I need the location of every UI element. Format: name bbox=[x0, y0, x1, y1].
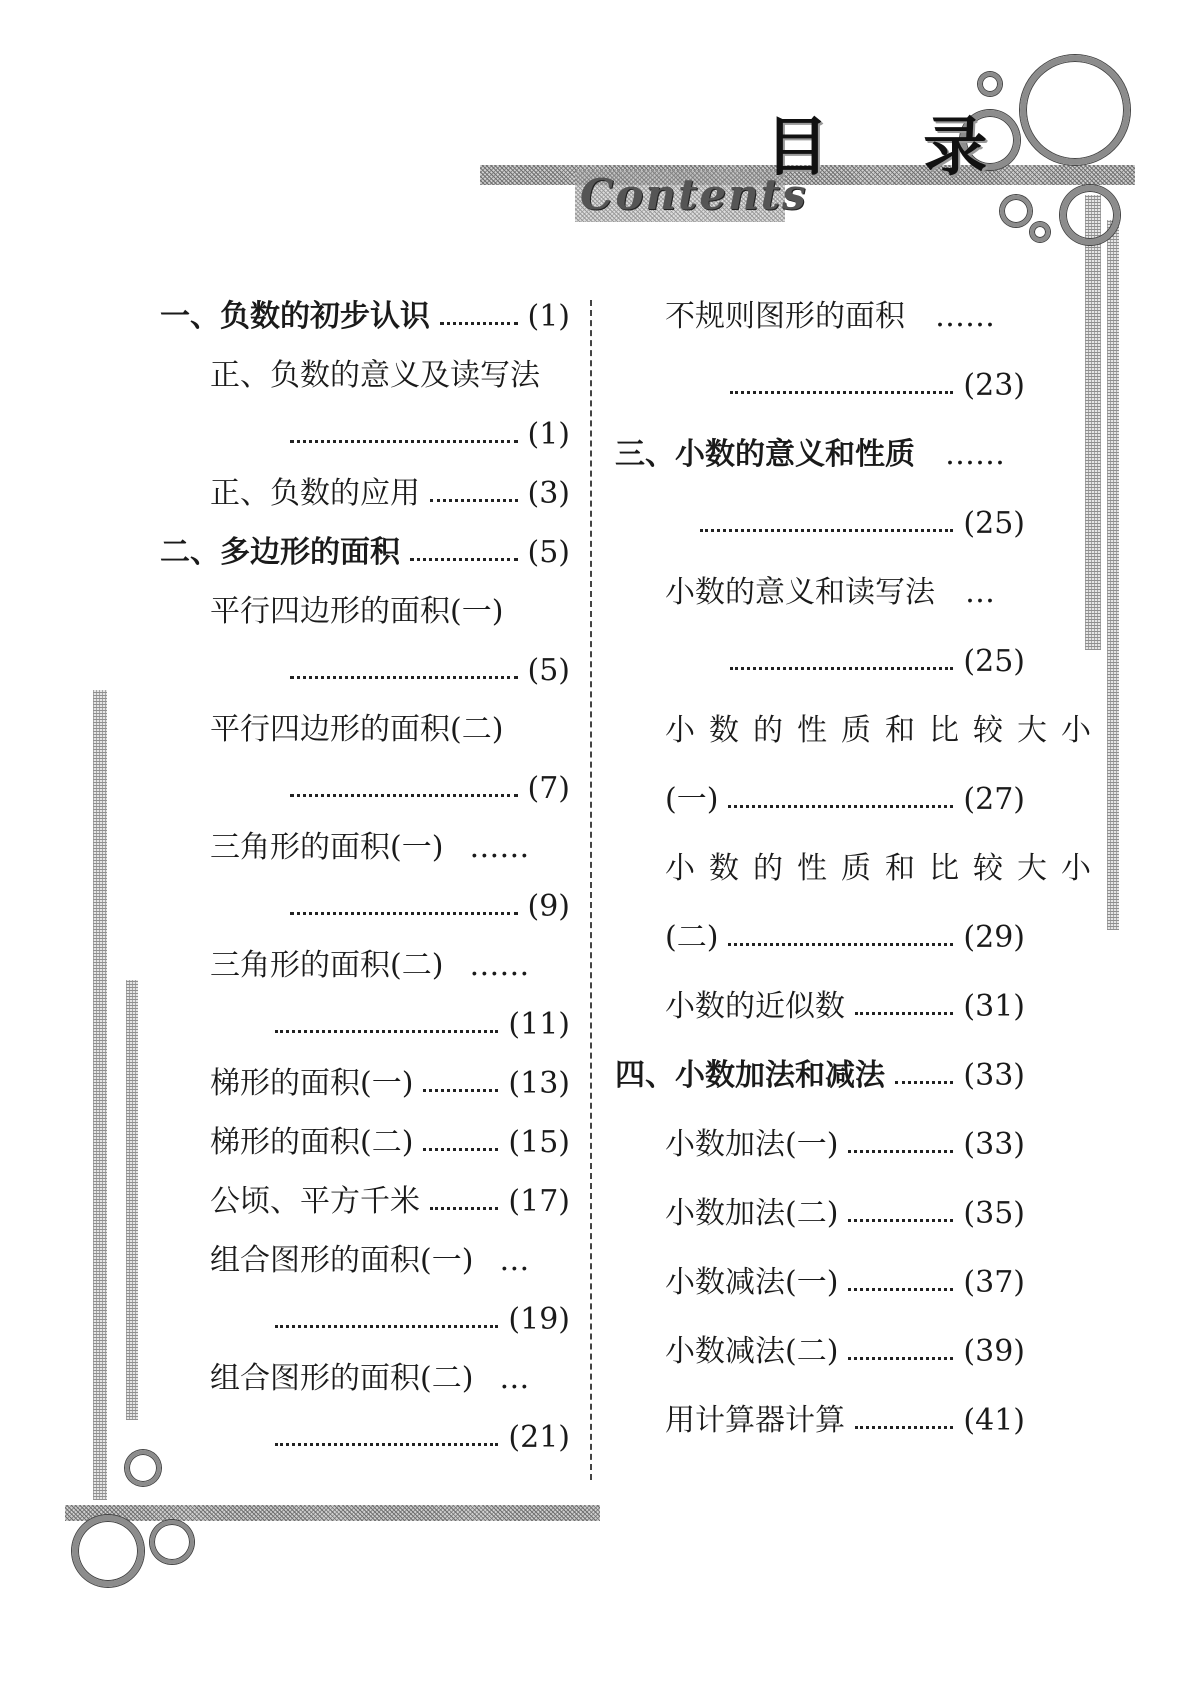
page-title: 目 录 bbox=[765, 111, 1024, 185]
toc-entry[interactable]: 小数的意义和读写法 … bbox=[665, 575, 995, 610]
toc-entry-page[interactable]: (19) bbox=[265, 1300, 570, 1340]
circle-right-lower bbox=[1060, 185, 1120, 245]
circle-left-mid bbox=[150, 1520, 194, 1564]
toc-entry-page[interactable]: (25) bbox=[690, 504, 1025, 544]
footer-bar bbox=[65, 1505, 600, 1521]
toc-entry[interactable]: 公顷、平方千米 (17) bbox=[210, 1184, 570, 1219]
column-divider bbox=[590, 300, 592, 1480]
toc-entry[interactable]: 不规则图形的面积 …… bbox=[665, 299, 995, 334]
toc-entry-page[interactable]: (11) bbox=[265, 1005, 570, 1045]
toc-entry[interactable]: (二) (29) bbox=[665, 920, 1025, 955]
toc-entry[interactable]: 小数的近似数 (31) bbox=[665, 989, 1025, 1024]
toc-entry[interactable]: 三角形的面积(一) …… bbox=[210, 830, 530, 865]
toc-entry[interactable]: 正、负数的应用 (3) bbox=[210, 476, 570, 511]
toc-entry[interactable]: 二、多边形的面积 (5) bbox=[160, 535, 570, 570]
toc-entry[interactable]: 一、负数的初步认识 (1) bbox=[160, 299, 570, 334]
toc-entry[interactable]: 正、负数的意义及读写法 bbox=[210, 358, 540, 393]
toc-entry[interactable]: 小数的性质和比较大小 bbox=[665, 713, 1105, 748]
toc-entry[interactable]: 用计算器计算 (41) bbox=[665, 1403, 1025, 1438]
toc-entry[interactable]: 三、小数的意义和性质 …… bbox=[615, 437, 1005, 472]
circle-left-large bbox=[72, 1515, 144, 1587]
toc-entry[interactable]: 组合图形的面积(二) … bbox=[210, 1361, 530, 1396]
toc-entry-page[interactable]: (1) bbox=[280, 415, 570, 455]
toc-entry-page[interactable]: (5) bbox=[280, 651, 570, 691]
toc-entry[interactable]: 平行四边形的面积(二) bbox=[210, 712, 504, 747]
left-side-bar bbox=[93, 690, 107, 1500]
toc-entry-page[interactable]: (9) bbox=[280, 887, 570, 927]
circle-left-small bbox=[125, 1450, 161, 1486]
page-subtitle: Contents bbox=[580, 170, 808, 219]
circle-large-top bbox=[1020, 55, 1130, 165]
toc-entry-page[interactable]: (23) bbox=[720, 366, 1025, 406]
circle-right-tiny bbox=[1030, 222, 1050, 242]
toc-entry[interactable]: 四、小数加法和减法 (33) bbox=[615, 1058, 1025, 1093]
toc-entry-page[interactable]: (25) bbox=[720, 642, 1025, 682]
toc-entry-page[interactable]: (7) bbox=[280, 769, 570, 809]
toc-entry[interactable]: 组合图形的面积(一) … bbox=[210, 1243, 530, 1278]
right-side-bar bbox=[1085, 195, 1101, 650]
right-side-bar-long bbox=[1107, 220, 1119, 930]
circle-small-top bbox=[978, 72, 1002, 96]
toc-entry[interactable]: 梯形的面积(一) (13) bbox=[210, 1066, 570, 1101]
circle-right-small bbox=[1000, 195, 1032, 227]
toc-entry[interactable]: (一) (27) bbox=[665, 782, 1025, 817]
toc-entry[interactable]: 梯形的面积(二) (15) bbox=[210, 1125, 570, 1160]
toc-entry[interactable]: 小数加法(二) (35) bbox=[665, 1196, 1025, 1231]
toc-entry-page[interactable]: (21) bbox=[265, 1418, 570, 1458]
left-side-bar-short bbox=[126, 980, 138, 1420]
toc-entry[interactable]: 小数的性质和比较大小 bbox=[665, 851, 1105, 886]
toc-entry[interactable]: 小数减法(一) (37) bbox=[665, 1265, 1025, 1300]
toc-entry[interactable]: 小数减法(二) (39) bbox=[665, 1334, 1025, 1369]
toc-entry[interactable]: 三角形的面积(二) …… bbox=[210, 948, 530, 983]
toc-entry[interactable]: 小数加法(一) (33) bbox=[665, 1127, 1025, 1162]
toc-entry[interactable]: 平行四边形的面积(一) bbox=[210, 594, 504, 629]
